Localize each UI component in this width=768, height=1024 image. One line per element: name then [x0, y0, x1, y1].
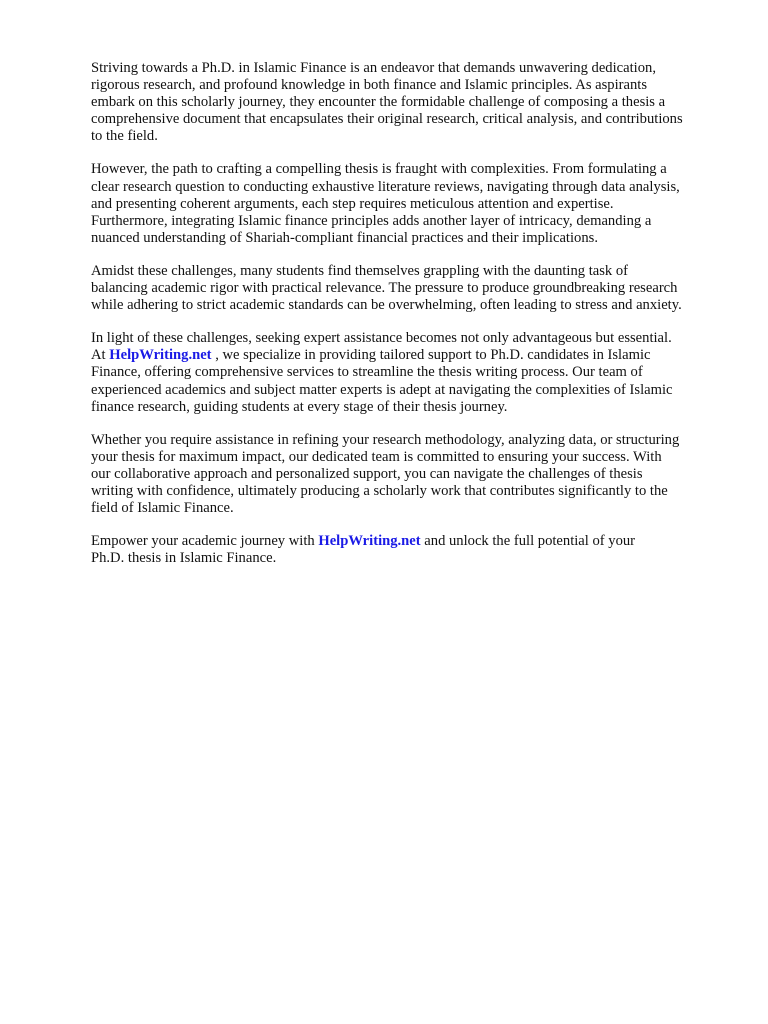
helpwriting-link-closing[interactable]: HelpWriting.net: [318, 533, 421, 550]
paragraph-pressure: Amidst these challenges, many students find themselves grappling with the daunting task of balancing academic rigor with practical relevance. The pressure to produce groundbreaking research while adhering to strict academic standards can be overwhelming, often leading to stress and anxiety.: [91, 262, 682, 314]
paragraph-assistance-lead: In light of these challenges, seeking expert assistance becomes not only advantageous but essential. At: [91, 330, 672, 364]
paragraph-methodology: Whether you require assistance in refining your research methodology, analyzing data, or structuring your thesis for maximum impact, our dedicated team is committed to ensuring your success. With our collaborative approach and personalized support, you can navigate the challenges of thesis writing with confidence, ultimately producing a scholarly work that contributes significantly to the field of Islamic Finance.: [91, 431, 680, 517]
paragraph-intro: Striving towards a Ph.D. in Islamic Finance is an endeavor that demands unwavering dedication, rigorous research, and profound knowledge in both finance and Islamic principles. As aspirants embark on this scholarly journey, they encounter the formidable challenge of composing a thesis a comprehensive document that encapsulates their original research, critical analysis, and contributions to the field.: [91, 60, 683, 145]
paragraph-closing-rest: and unlock the full potential of your Ph.D. thesis in Islamic Finance.: [91, 533, 636, 567]
document-body: [91, 60, 723, 583]
paragraph-assistance: [91, 330, 723, 415]
paragraph-assistance-rest: , we specialize in providing tailored support to Ph.D. candidates in Islamic Finance, offering comprehensive services to streamline the thesis writing process. Our team of experienced academics and subject matter experts is adept at navigating the complexities of Islamic finance research, guiding students at every stage of their thesis journey.: [91, 347, 673, 415]
paragraph-closing-lead: Empower your academic journey with: [91, 533, 319, 550]
helpwriting-link[interactable]: HelpWriting.net: [109, 347, 212, 364]
paragraph-closing: [91, 533, 723, 567]
paragraph-challenges: However, the path to crafting a compelling thesis is fraught with complexities. From formulating a clear research question to conducting exhaustive literature reviews, navigating through data analysis, and presenting coherent arguments, each step requires meticulous attention and expertise. Furthermore, integrating Islamic finance principles adds another layer of intricacy, demanding a nuanced understanding of Shariah-compliant financial practices and their implications.: [91, 161, 680, 246]
